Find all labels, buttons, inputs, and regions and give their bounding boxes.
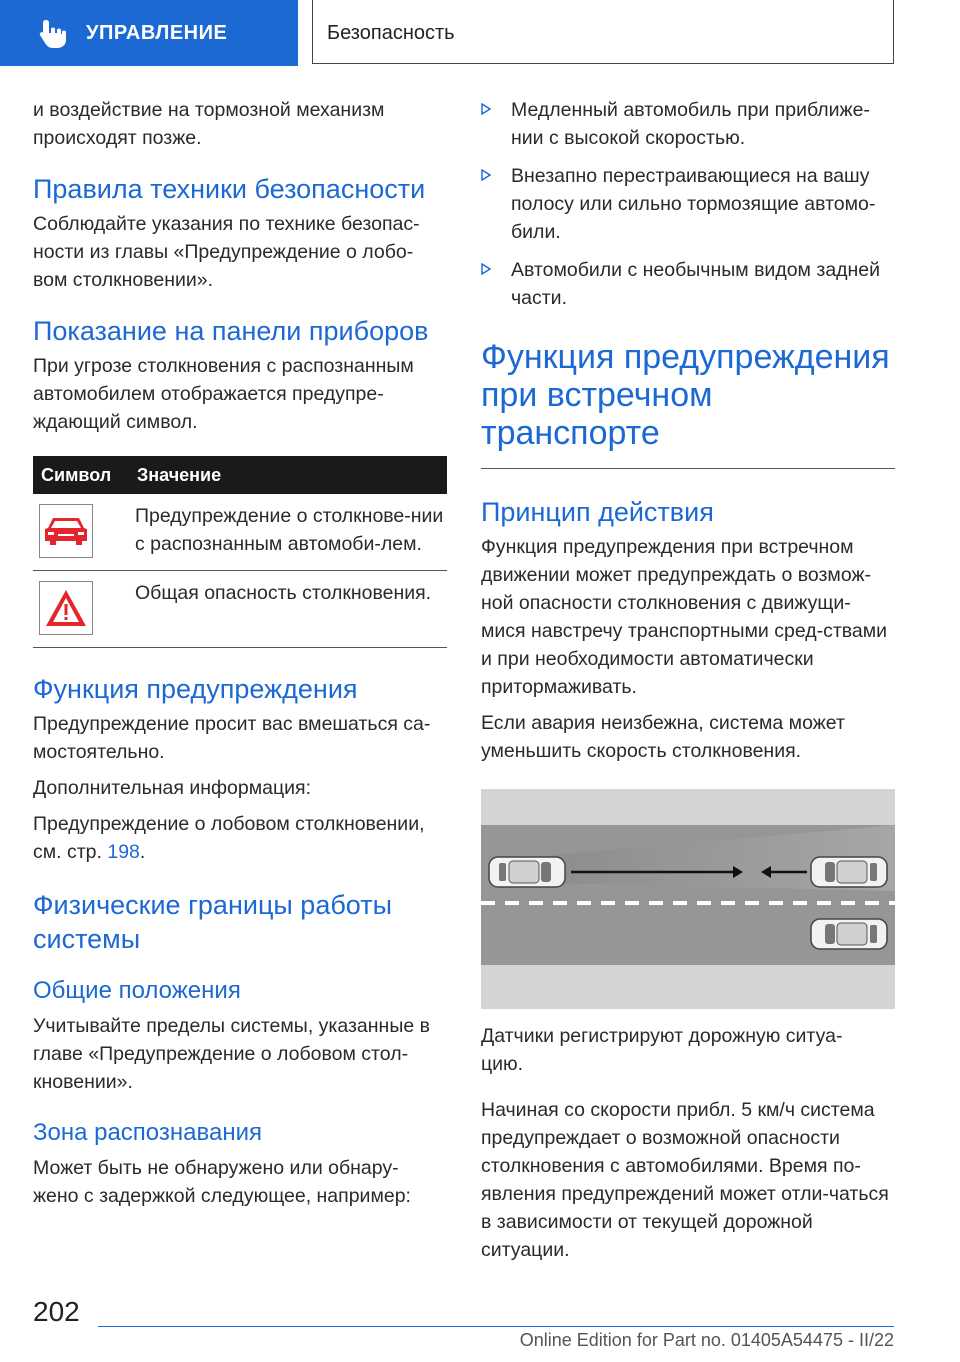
- zone-list: [481, 96, 895, 312]
- intro-text: и воздействие на тормозной механизм происходят позже.: [33, 99, 385, 149]
- row-meaning: Общая опасность столкновения.: [131, 571, 447, 648]
- warning-heading: Функция предупреждения: [33, 674, 358, 704]
- principle-heading: Принцип действия: [481, 497, 714, 527]
- hand-pointer-icon: [38, 18, 68, 50]
- left-column: [33, 96, 447, 1210]
- footer-divider: [98, 1326, 894, 1327]
- safety-heading: Правила техники безопасности: [33, 174, 426, 204]
- row-meaning: Предупреждение о столкнове-нии с распознанным автомоби-лем.: [131, 494, 447, 571]
- warning-text-3: Предупреждение о лобовом столкновении, см. стр. 198.: [33, 813, 425, 863]
- zone-text: Может быть не обнаружено или обнару-жено с задержкой следующее, например:: [33, 1157, 411, 1207]
- chapter-tab[interactable]: [312, 0, 894, 64]
- page-ref-link[interactable]: 198: [107, 841, 140, 863]
- chapter-tab-label: Безопасность: [327, 22, 455, 44]
- col-meaning: Значение: [131, 456, 447, 494]
- road-illustration: [481, 789, 895, 1009]
- triangle-bullet-icon: [481, 169, 491, 181]
- safety-text: Соблюдайте указания по технике безопас-ности из главы «Предупреждение о лобо-вом столкновении».: [33, 213, 420, 291]
- list-item-text: Медленный автомобиль при приближе-нии с высокой скоростью.: [511, 99, 870, 149]
- principle-text-1: Функция предупреждения при встречном движении может предупреждать о возмож-ной опасности столкновения с движущи-мися навстречу транспортными сред-ствами и при необходимости автоматически притормаживать.: [481, 536, 888, 698]
- sensors-text: Датчики регистрируют дорожную ситуа-цию.: [481, 1025, 843, 1075]
- list-item: [481, 96, 895, 152]
- zone-heading: Зона распознавания: [33, 1119, 262, 1146]
- right-column-bottom: [481, 1022, 895, 1264]
- heading-divider: [481, 468, 895, 469]
- general-text: Учитывайте пределы системы, указанные в главе «Предупреждение о лобовом стол-кновении».: [33, 1015, 430, 1093]
- display-text: При угрозе столкновения с распознанным автомобилем отображается предупре-ждающий символ.: [33, 355, 414, 433]
- edition-text: Online Edition for Part no. 01405A54475 - II/22: [519, 1330, 894, 1350]
- list-item: [481, 162, 895, 246]
- table-row: [33, 571, 447, 648]
- list-item-text: Автомобили с необычным видом задней части.: [511, 259, 881, 309]
- own-car-icon: [489, 857, 565, 887]
- table-header: [33, 456, 447, 494]
- display-heading: Показание на панели приборов: [33, 316, 429, 346]
- warning-text-1: Предупреждение просит вас вмешаться са-мостоятельно.: [33, 713, 431, 763]
- general-heading: Общие положения: [33, 977, 241, 1004]
- table-row: [33, 494, 447, 571]
- col-symbol: Символ: [33, 456, 131, 494]
- oncoming-car-icon: [811, 857, 887, 887]
- list-item-text: Внезапно перестраивающиеся на вашу полосу или сильно тормозящие автомо-били.: [511, 165, 876, 243]
- right-column: [481, 96, 895, 821]
- main-heading: Функция предупреждения при встречном транспорте: [481, 338, 890, 452]
- speed-text: Начиная со скорости прибл. 5 км/ч система предупреждает о возможной опасности столкновения с автомобилями. Время по-явления предупреждений может отли-чаться в зависимости от текущей дорожной ситуации.: [481, 1099, 889, 1261]
- warning-text-2: Дополнительная информация:: [33, 777, 312, 799]
- list-item: [481, 256, 895, 312]
- section-tab[interactable]: [0, 0, 298, 66]
- page-number: 202: [33, 1296, 80, 1327]
- triangle-bullet-icon: [481, 263, 491, 275]
- triangle-bullet-icon: [481, 103, 491, 115]
- symbol-table: [33, 456, 447, 648]
- triangle-warning-icon: [39, 581, 93, 635]
- section-tab-label: УПРАВЛЕНИЕ: [86, 22, 228, 44]
- limits-heading: Физические границы работы системы: [33, 890, 393, 954]
- car-warning-icon: [39, 504, 93, 558]
- principle-text-2: Если авария неизбежна, система может уменьшить скорость столкновения.: [481, 712, 845, 762]
- other-car-icon: [811, 919, 887, 949]
- warning-ref-text: Предупреждение о лобовом столкновении, см. стр.: [33, 813, 425, 863]
